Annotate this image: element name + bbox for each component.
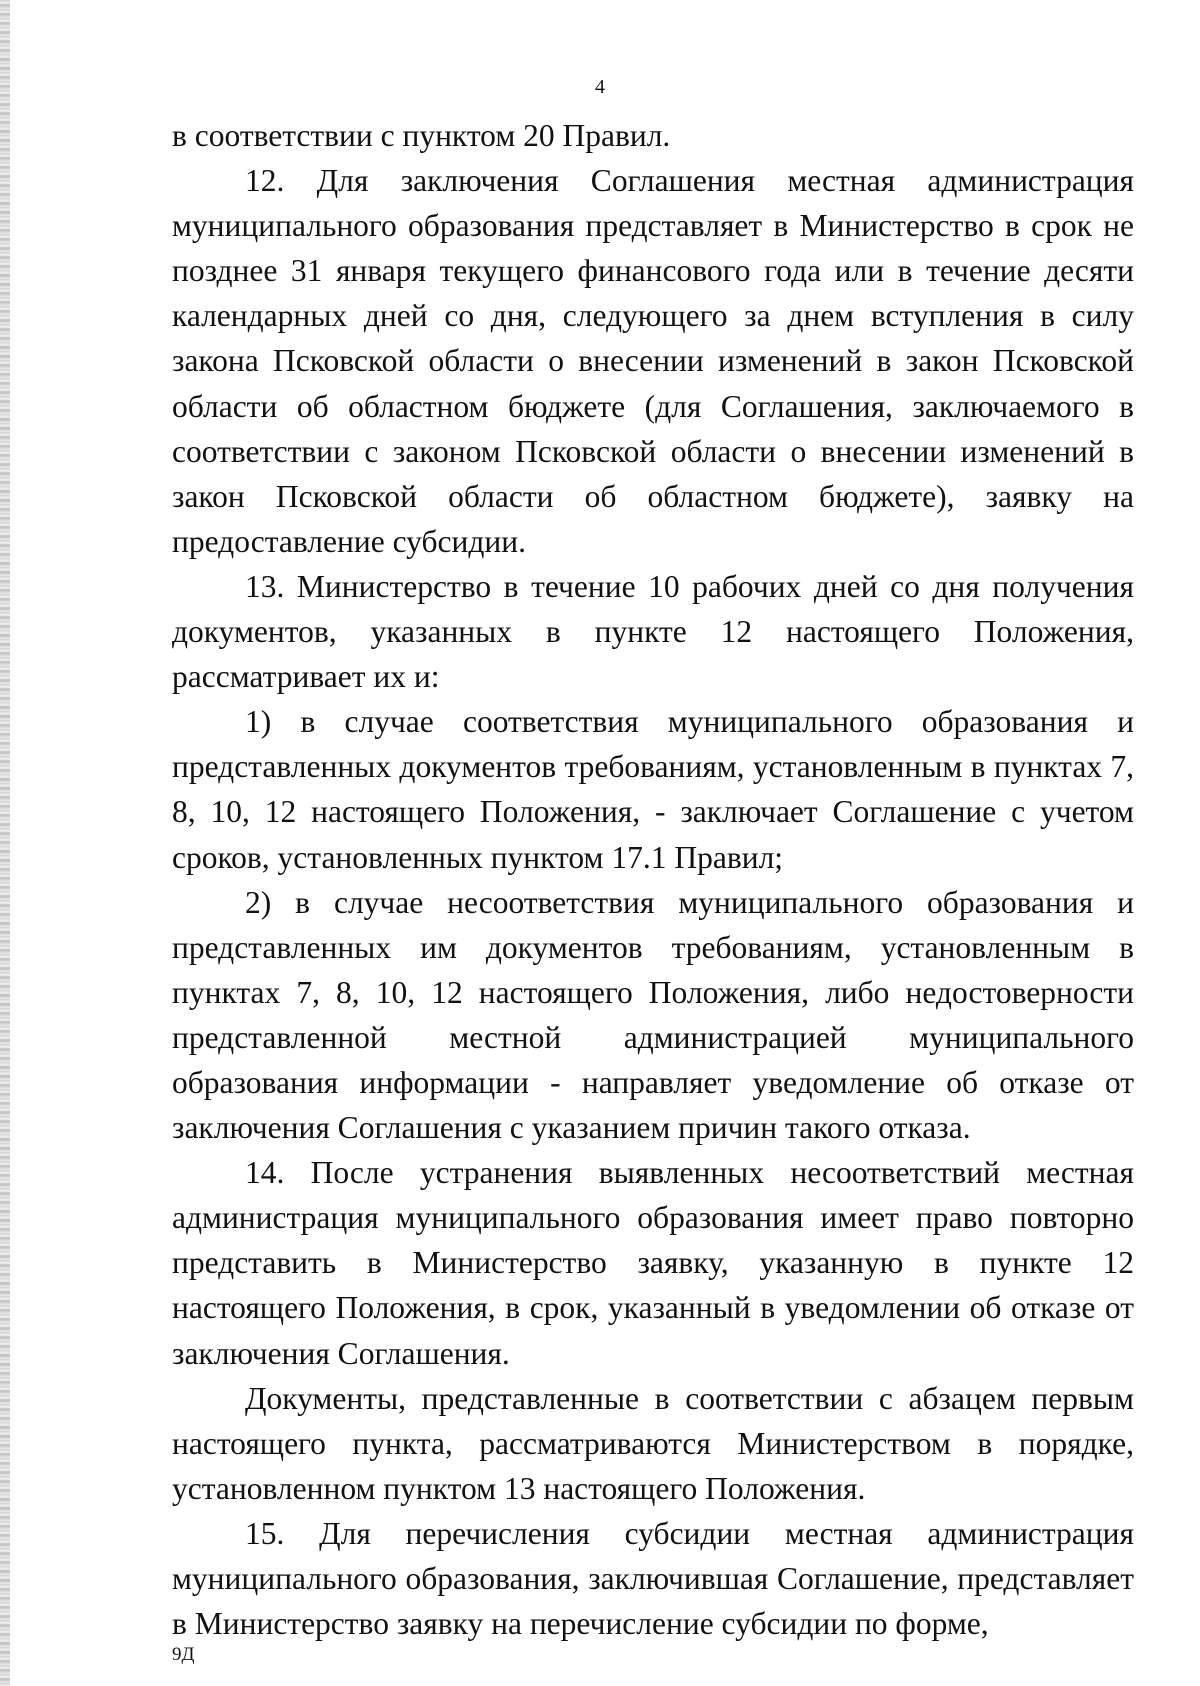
paragraph-clause-14-second: Документы, представленные в соответствии с абзацем первым настоящего пункта, рассматриваются Министерством в порядке, установленном пунктом 13 настоящего Положения. bbox=[172, 1380, 1134, 1506]
paragraph-clause-15: 15. Для перечисления субсидии местная администрация муниципального образования, заключившая Соглашение, представляет в Министерство заявку на перечисление субсидии по форме, bbox=[172, 1515, 1134, 1642]
document-body bbox=[172, 113, 1134, 1646]
footer-code: 9Д bbox=[172, 1644, 195, 1665]
paragraph-clause-13-item-1: 1) в случае соответствия муниципального образования и представленных документов требованиям, установленным в пунктах 7, 8, 10, 12 настоящего Положения, - заключает Соглашение с учетом сроков, установленных пунктом 17.1 Правил; bbox=[172, 704, 1134, 875]
scan-edge bbox=[0, 0, 10, 1686]
paragraph-clause-13-item-2: 2) в случае несоответствия муниципального образования и представленных им документов требованиям, установленным в пунктах 7, 8, 10, 12 настоящего Положения, либо недостоверности представленной местной администрацией муниципального образования информации - направляет уведомление об отказе от заключения Соглашения с указанием причин такого отказа. bbox=[172, 884, 1134, 1146]
paragraph-continuation: в соответствии с пунктом 20 Правил. bbox=[172, 118, 671, 153]
paragraph-clause-14: 14. После устранения выявленных несоответствий местная администрация муниципального образования имеет право повторно представить в Министерство заявку, указанную в пункте 12 настоящего Положения, в срок, указанный в уведомлении об отказе от заключения Соглашения. bbox=[172, 1155, 1134, 1371]
paragraph-clause-13: 13. Министерство в течение 10 рабочих дней со дня получения документов, указанных в пункте 12 настоящего Положения, рассматривает их и: bbox=[172, 568, 1134, 695]
paragraph-clause-12: 12. Для заключения Соглашения местная администрация муниципального образования представляет в Министерство в срок не позднее 31 января текущего финансового года или в течение десяти календарных дней со дня, следующего за днем вступления в силу закона Псковской области о внесении изменений в закон Псковской области об областном бюджете (для Соглашения, заключаемого в соответствии с законом Псковской области о внесении изменений в закон Псковской области об областном бюджете), заявку на предоставление субсидии. bbox=[172, 163, 1134, 559]
page-number: 4 bbox=[595, 76, 605, 98]
